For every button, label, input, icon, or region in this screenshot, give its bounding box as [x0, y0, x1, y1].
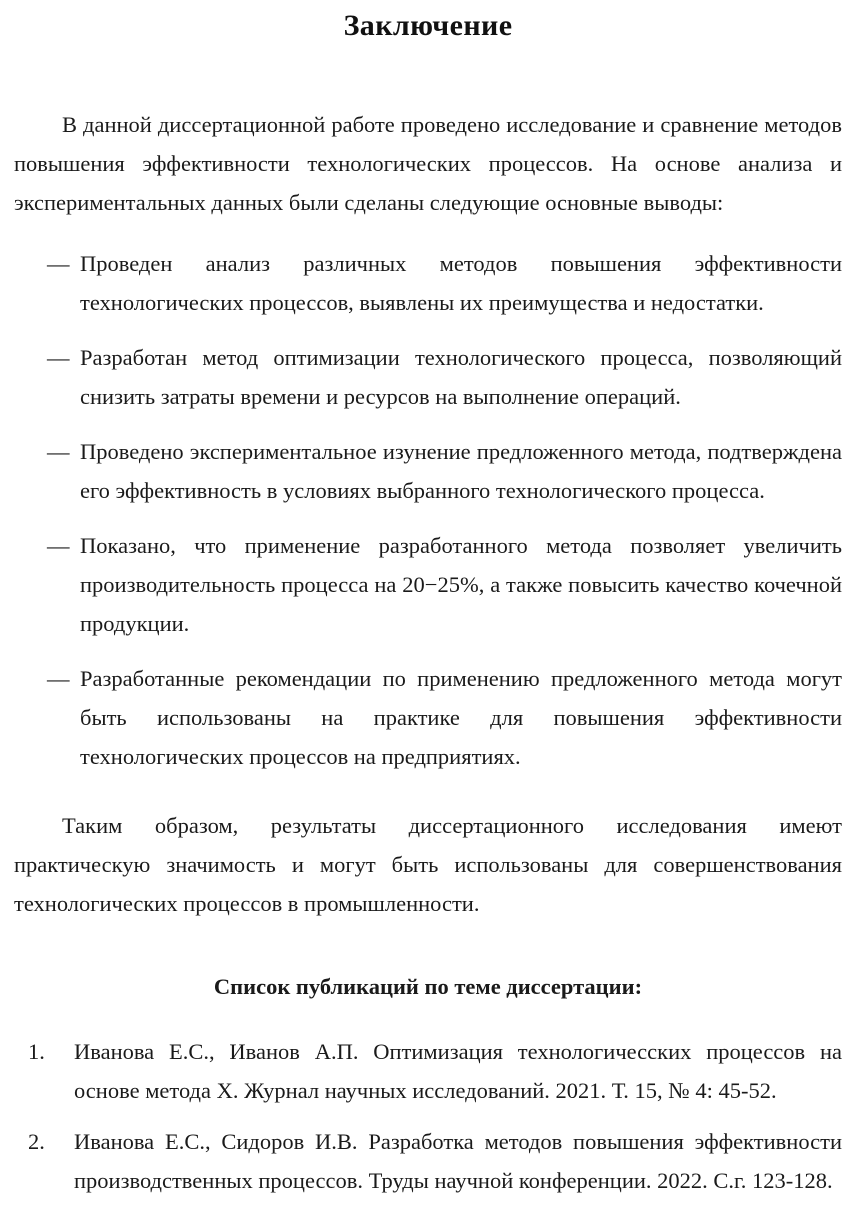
list-item-text: Разработан метод оптимизации технологического процесса, позволяющий снизить затраты времени и ресурсов на выполнение операций. [80, 345, 842, 409]
publication-number: 1. [28, 1039, 45, 1064]
dash-bullet-icon: — [47, 666, 70, 691]
list-item-text: Показано, что применение разработанного метода позволяет увеличить производительность процесса на 20−25%, а также повысить качество кочечной продукции. [80, 533, 842, 636]
publication-number: 2. [28, 1129, 45, 1154]
list-item-text: Проведен анализ различных методов повышения эффективности технологических процессов, выявлены их преимущества и недостатки. [80, 251, 842, 315]
list-item [14, 244, 842, 322]
publication-item [14, 1122, 842, 1200]
publication-text: Иванова Е.С., Иванов А.П. Оптимизация технологичесских процессов на основе метода X. Журнал научных исследований. 2021. Т. 15, № 4: 45-52. [74, 1039, 842, 1103]
list-item-text: Разработанные рекомендации по применению предложенного метода могут быть использованы на практике для повышения эффективности технологических процессов на предприятиях. [80, 666, 842, 769]
list-item [14, 659, 842, 776]
publication-item [14, 1032, 842, 1110]
dash-bullet-icon: — [47, 533, 70, 558]
list-item [14, 526, 842, 643]
list-item [14, 432, 842, 510]
conclusions-list [14, 244, 842, 776]
publications-list [14, 1032, 842, 1200]
dash-bullet-icon: — [47, 439, 70, 464]
dash-bullet-icon: — [47, 345, 70, 370]
publication-text: Иванова Е.С., Сидоров И.В. Разработка методов повышения эффективности производственных процессов. Труды научной конференции. 2022. С.г. 123-128. [74, 1129, 842, 1193]
dash-bullet-icon: — [47, 251, 70, 276]
page-title: Заключение [343, 9, 513, 42]
intro-paragraph: В данной диссертационной работе проведено исследование и сравнение методов повышения эффективности технологических процессов. На основе анализа и экспериментальных данных были сделаны следующие основные выводы: [14, 112, 842, 215]
list-item-text: Проведено экспериментальное изунение предложенного метода, подтверждена его эффективность в условиях выбранного технологического процесса. [80, 439, 842, 503]
closing-paragraph: Таким образом, результаты диссертационного исследования имеют практическую значимость и могут быть использованы для совершенствования технологических процессов в промышленности. [14, 813, 842, 916]
list-item [14, 338, 842, 416]
publications-heading: Список публикаций по теме диссертации: [213, 974, 643, 999]
page-content-area [14, 0, 842, 1200]
